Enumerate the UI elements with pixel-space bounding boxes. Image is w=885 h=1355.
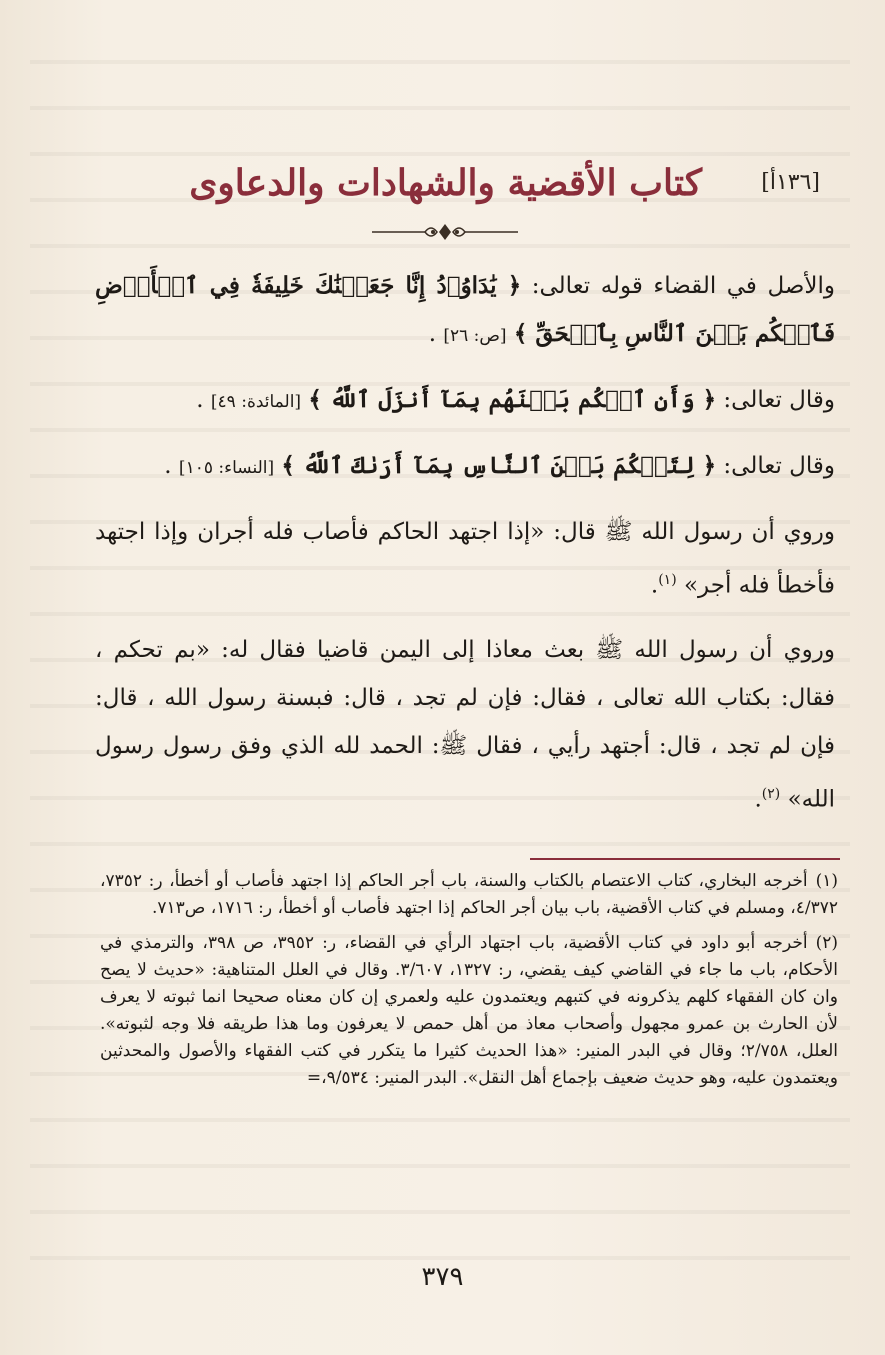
- verse-reference: [المائدة: ٤٩]: [210, 392, 302, 412]
- quran-verse: ﴿ لِتَحۡكُمَ بَيۡنَ ٱلنَّاسِ بِمَآ أَرَىٰكَ ٱللَّهُ ﴾: [281, 452, 717, 479]
- paragraph-intro: وقال تعالى:: [716, 387, 835, 413]
- paragraph-intro: وقال تعالى:: [716, 453, 835, 479]
- footnotes: [100, 868, 838, 1100]
- quran-verse: ﴿ وَأَنِ ٱحۡكُم بَيۡنَهُم بِمَآ أَنزَلَ ٱللَّهُ ﴾: [308, 386, 717, 413]
- paragraph-intro: والأصل في القضاء قوله تعالى:: [521, 273, 836, 299]
- footnote-marker: (١): [658, 572, 677, 588]
- footnote-1: [100, 868, 838, 922]
- chapter-title: كتاب الأقضية والشهادات والدعاوى: [189, 162, 702, 204]
- punctuation: .: [164, 453, 179, 479]
- punctuation: .: [650, 572, 659, 599]
- chapter-header: [90, 162, 820, 222]
- paragraph-1: [95, 262, 835, 360]
- quran-verse: ﴿ يَٰدَاوُۥدُ إِنَّا جَعَلۡنَٰكَ خَلِيفَةٗ فِي ٱلۡأَرۡضِ فَٱحۡكُم بَيۡنَ ٱلنَّاسِ بِٱلۡحَقِّ ﴾: [95, 272, 835, 347]
- verse-reference: [النساء: ١٠٥]: [178, 458, 275, 478]
- verse-reference: [ص: ٢٦]: [443, 326, 507, 346]
- footnote-number: (٢): [815, 933, 838, 953]
- footnote-divider: [530, 858, 840, 860]
- footnote-text: أخرجه البخاري، كتاب الاعتصام بالكتاب والسنة، باب أجر الحاكم إذا اجتهد فأصاب أو أخطأ، ر: ٧٣٥٢، ٤/٣٧٢، ومسلم في كتاب الأقضية، باب بيان أجر الحاكم إذا اجتهد فأصاب أو أخطأ، ر: ١٧١٦، ص٧١٣.: [100, 871, 838, 918]
- paragraph-2: [95, 376, 835, 426]
- footnote-2: [100, 930, 838, 1092]
- footnote-marker: (٢): [761, 785, 781, 802]
- paragraph-5: [95, 626, 835, 824]
- punctuation: .: [428, 321, 444, 347]
- punctuation: .: [754, 786, 762, 813]
- ornament-divider-icon: [370, 219, 520, 245]
- footnote-text: أخرجه أبو داود في كتاب الأقضية، باب اجتهاد الرأي في القضاء، ر: ٣٩٥٢، ص ٣٩٨، والترمذي في الأحكام، باب ما جاء في القاضي كيف يقضي، ر: ١٣٢٧، ٣/٦٠٧. وقال في العلل المتناهية: «حديث لا يصح وان كان الفقهاء كلهم يذكرونه في كتبهم ويعتمدون عليه ولعمري إن كان معناه صحيحا انما ثبوته لا يعرف لأن الحارث بن عمرو مجهول وأصحاب معاذ من أهل حمص لا يعرفون وما هذا طريقه فلا وجه لثبوته». العلل، ٢/٧٥٨؛ وقال في البدر المنير: «هذا الحديث كثيرا ما يتكرر في كتب الفقهاء والأصول والمحدثين ويعتمدون عليه، وهو حديث ضعيف بإجماع أهل النقل». البدر المنير: ٩/٥٣٤،=: [100, 933, 838, 1088]
- hadith-text: وروي أن رسول الله ﷺ بعث معاذا إلى اليمن قاضيا فقال له: «بم تحكم ، فقال: بكتاب الله تعالى ، فقال: فإن لم تجد ، قال: فبسنة رسول الله ، قال: فإن لم تجد ، قال: أجتهد رأيي ، فقال ﷺ: الحمد لله الذي وفق رسول رسول الله»: [95, 636, 835, 813]
- main-text: [95, 262, 835, 839]
- paragraph-4: [95, 508, 835, 610]
- footnote-number: (١): [815, 871, 839, 891]
- page-number: ٣٧٩: [421, 1262, 464, 1292]
- hadith-text: وروي أن رسول الله ﷺ قال: «إذا اجتهد الحاكم فأصاب فله أجران وإذا اجتهد فأخطأ فله أجر»: [95, 519, 835, 599]
- paragraph-3: [95, 442, 835, 492]
- manuscript-page-reference: [١٣٦أ]: [761, 170, 820, 195]
- punctuation: .: [196, 387, 211, 413]
